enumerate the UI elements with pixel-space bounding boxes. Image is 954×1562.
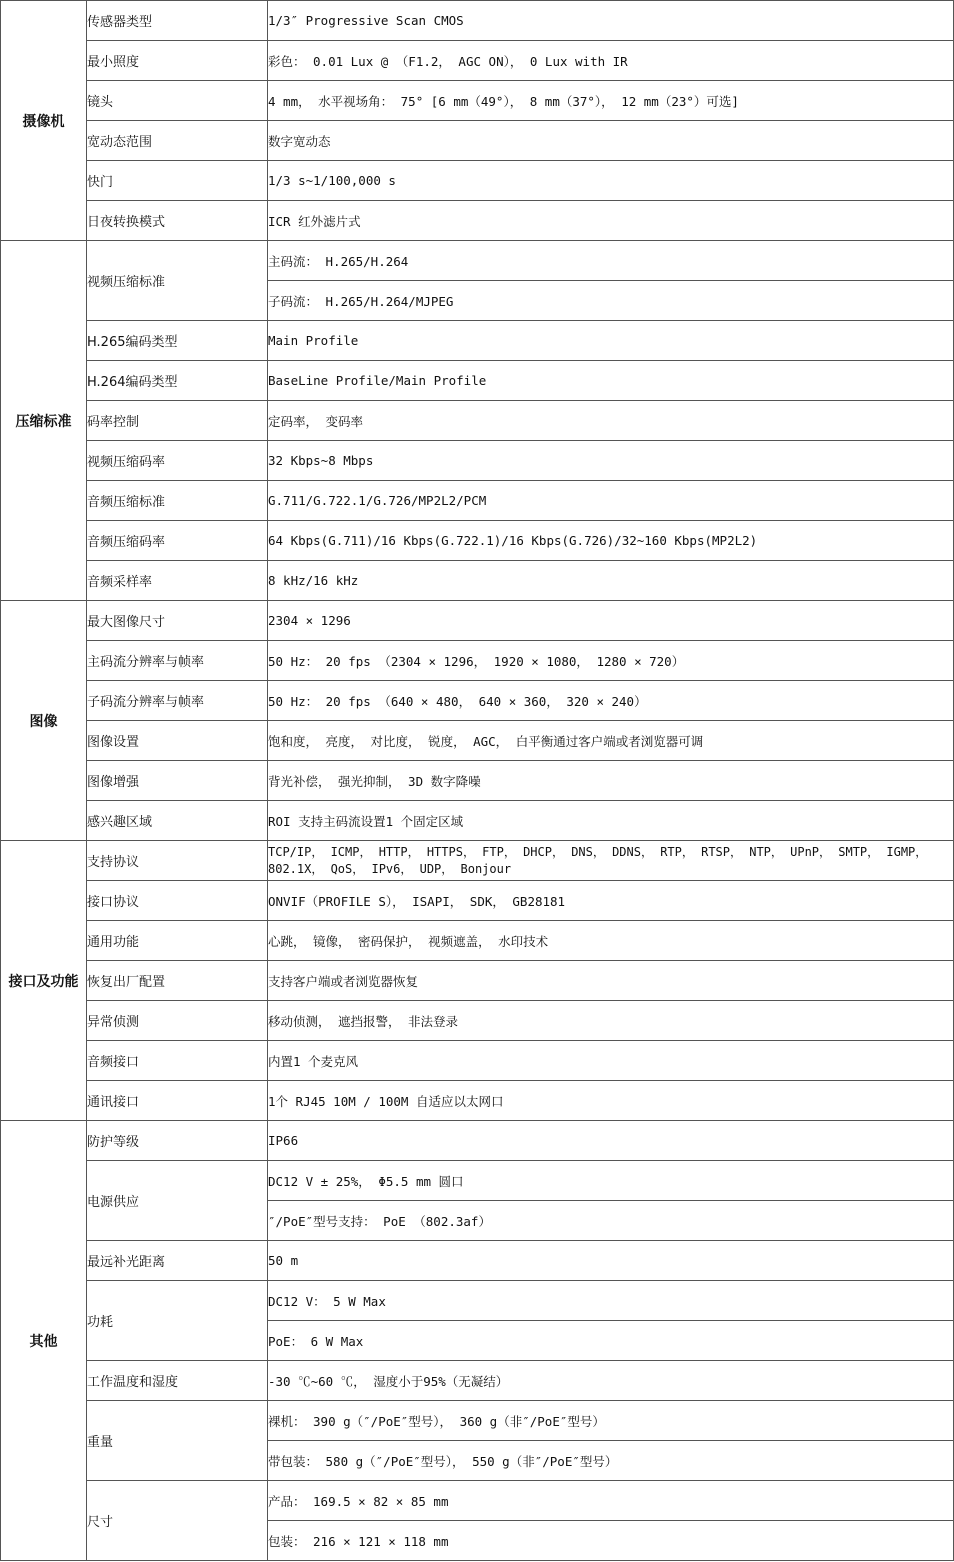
param-name-cell: 最远补光距离 <box>87 1241 268 1281</box>
param-name-cell: 镜头 <box>87 81 268 121</box>
param-value-cell: 包装： 216 × 121 × 118 mm <box>268 1521 954 1561</box>
table-row <box>1 1001 954 1041</box>
param-name-cell: H.264编码类型 <box>87 361 268 401</box>
param-name-cell: 视频压缩标准 <box>87 241 268 321</box>
param-name-cell: 尺寸 <box>87 1481 268 1561</box>
table-row <box>1 881 954 921</box>
table-row <box>1 641 954 681</box>
table-row <box>1 1241 954 1281</box>
param-value-cell: ″/PoE″型号支持： PoE （802.3af） <box>268 1201 954 1241</box>
param-value-cell: TCP/IP， ICMP， HTTP， HTTPS， FTP， DHCP， DNS， DDNS， RTP， RTSP， NTP， UPnP， SMTP， IGMP， 802.1X， QoS， IPv6， UDP， Bonjour <box>268 841 954 881</box>
table-row <box>1 321 954 361</box>
param-name-cell: H.265编码类型 <box>87 321 268 361</box>
param-value-cell: BaseLine Profile/Main Profile <box>268 361 954 401</box>
param-value-cell: G.711/G.722.1/G.726/MP2L2/PCM <box>268 481 954 521</box>
param-value-cell: 带包装： 580 g（″/PoE″型号）， 550 g（非″/PoE″型号） <box>268 1441 954 1481</box>
param-name-cell: 防护等级 <box>87 1121 268 1161</box>
param-value-cell: 2304 × 1296 <box>268 601 954 641</box>
table-row <box>1 1081 954 1121</box>
param-value-cell: 1/3 s~1/100,000 s <box>268 161 954 201</box>
param-value-cell: 32 Kbps~8 Mbps <box>268 441 954 481</box>
param-name-cell: 最小照度 <box>87 41 268 81</box>
param-value-cell: 心跳， 镜像， 密码保护， 视频遮盖， 水印技术 <box>268 921 954 961</box>
param-value-cell: 产品： 169.5 × 82 × 85 mm <box>268 1481 954 1521</box>
param-name-cell: 音频压缩码率 <box>87 521 268 561</box>
param-value-cell: DC12 V ± 25%， Φ5.5 mm 圆口 <box>268 1161 954 1201</box>
param-name-cell: 最大图像尺寸 <box>87 601 268 641</box>
param-name-cell: 异常侦测 <box>87 1001 268 1041</box>
param-value-cell: 8 kHz/16 kHz <box>268 561 954 601</box>
param-name-cell: 图像设置 <box>87 721 268 761</box>
table-row <box>1 841 954 881</box>
param-value-cell: 50 Hz： 20 fps （2304 × 1296， 1920 × 1080， 1280 × 720） <box>268 641 954 681</box>
category-cell: 接口及功能 <box>1 841 87 1121</box>
param-value-cell: 移动侦测， 遮挡报警， 非法登录 <box>268 1001 954 1041</box>
param-name-cell: 子码流分辨率与帧率 <box>87 681 268 721</box>
param-name-cell: 通讯接口 <box>87 1081 268 1121</box>
param-name-cell: 音频采样率 <box>87 561 268 601</box>
table-row <box>1 1481 954 1521</box>
param-value-cell: IP66 <box>268 1121 954 1161</box>
table-row <box>1 1281 954 1321</box>
table-row <box>1 121 954 161</box>
param-value-cell: 饱和度， 亮度， 对比度， 锐度， AGC， 白平衡通过客户端或者浏览器可调 <box>268 721 954 761</box>
param-value-cell: 1/3″ Progressive Scan CMOS <box>268 1 954 41</box>
param-value-cell: 彩色： 0.01 Lux @ （F1.2， AGC ON）， 0 Lux with IR <box>268 41 954 81</box>
table-row <box>1 1361 954 1401</box>
param-name-cell: 图像增强 <box>87 761 268 801</box>
param-value-cell: ICR 红外滤片式 <box>268 201 954 241</box>
table-row <box>1 921 954 961</box>
param-name-cell: 通用功能 <box>87 921 268 961</box>
category-cell: 图像 <box>1 601 87 841</box>
category-cell: 摄像机 <box>1 1 87 241</box>
param-name-cell: 感兴趣区域 <box>87 801 268 841</box>
table-row <box>1 961 954 1001</box>
table-row <box>1 681 954 721</box>
param-value-cell: 主码流： H.265/H.264 <box>268 241 954 281</box>
param-name-cell: 快门 <box>87 161 268 201</box>
table-row <box>1 361 954 401</box>
category-cell: 其他 <box>1 1121 87 1561</box>
param-name-cell: 视频压缩码率 <box>87 441 268 481</box>
table-row <box>1 801 954 841</box>
param-value-cell: 50 m <box>268 1241 954 1281</box>
table-row <box>1 201 954 241</box>
param-name-cell: 接口协议 <box>87 881 268 921</box>
param-value-cell: -30 ℃~60 ℃， 湿度小于95%（无凝结） <box>268 1361 954 1401</box>
param-name-cell: 传感器类型 <box>87 1 268 41</box>
table-row <box>1 1 954 41</box>
table-row <box>1 41 954 81</box>
param-name-cell: 重量 <box>87 1401 268 1481</box>
param-value-cell: ROI 支持主码流设置1 个固定区域 <box>268 801 954 841</box>
table-row <box>1 441 954 481</box>
param-value-cell: 64 Kbps(G.711)/16 Kbps(G.722.1)/16 Kbps(G.726)/32~160 Kbps(MP2L2) <box>268 521 954 561</box>
table-row <box>1 1121 954 1161</box>
table-row <box>1 761 954 801</box>
param-value-cell: 背光补偿， 强光抑制， 3D 数字降噪 <box>268 761 954 801</box>
param-value-cell: DC12 V： 5 W Max <box>268 1281 954 1321</box>
param-value-cell: Main Profile <box>268 321 954 361</box>
category-cell: 压缩标准 <box>1 241 87 601</box>
param-name-cell: 主码流分辨率与帧率 <box>87 641 268 681</box>
param-name-cell: 电源供应 <box>87 1161 268 1241</box>
table-row <box>1 721 954 761</box>
param-name-cell: 工作温度和湿度 <box>87 1361 268 1401</box>
param-value-cell: 支持客户端或者浏览器恢复 <box>268 961 954 1001</box>
table-row <box>1 561 954 601</box>
param-name-cell: 日夜转换模式 <box>87 201 268 241</box>
param-name-cell: 功耗 <box>87 1281 268 1361</box>
param-value-cell: 50 Hz： 20 fps （640 × 480， 640 × 360， 320 × 240） <box>268 681 954 721</box>
param-value-cell: 子码流： H.265/H.264/MJPEG <box>268 281 954 321</box>
table-row <box>1 161 954 201</box>
param-value-cell: 数字宽动态 <box>268 121 954 161</box>
param-name-cell: 宽动态范围 <box>87 121 268 161</box>
param-name-cell: 码率控制 <box>87 401 268 441</box>
table-row <box>1 601 954 641</box>
table-row <box>1 1401 954 1441</box>
param-value-cell: PoE： 6 W Max <box>268 1321 954 1361</box>
param-value-cell: ONVIF（PROFILE S）， ISAPI， SDK， GB28181 <box>268 881 954 921</box>
param-value-cell: 定码率， 变码率 <box>268 401 954 441</box>
param-name-cell: 恢复出厂配置 <box>87 961 268 1001</box>
table-row <box>1 1041 954 1081</box>
param-value-cell: 1个 RJ45 10M / 100M 自适应以太网口 <box>268 1081 954 1121</box>
table-row <box>1 1161 954 1201</box>
param-name-cell: 支持协议 <box>87 841 268 881</box>
param-name-cell: 音频压缩标准 <box>87 481 268 521</box>
table-row <box>1 401 954 441</box>
param-value-cell: 内置1 个麦克风 <box>268 1041 954 1081</box>
table-row <box>1 81 954 121</box>
table-row <box>1 521 954 561</box>
table-row <box>1 481 954 521</box>
spec-table-body <box>1 1 954 1561</box>
param-value-cell: 4 mm， 水平视场角： 75° [6 mm（49°）， 8 mm（37°）， 12 mm（23°）可选] <box>268 81 954 121</box>
param-value-cell: 裸机： 390 g（″/PoE″型号）， 360 g（非″/PoE″型号） <box>268 1401 954 1441</box>
table-row <box>1 241 954 281</box>
param-name-cell: 音频接口 <box>87 1041 268 1081</box>
